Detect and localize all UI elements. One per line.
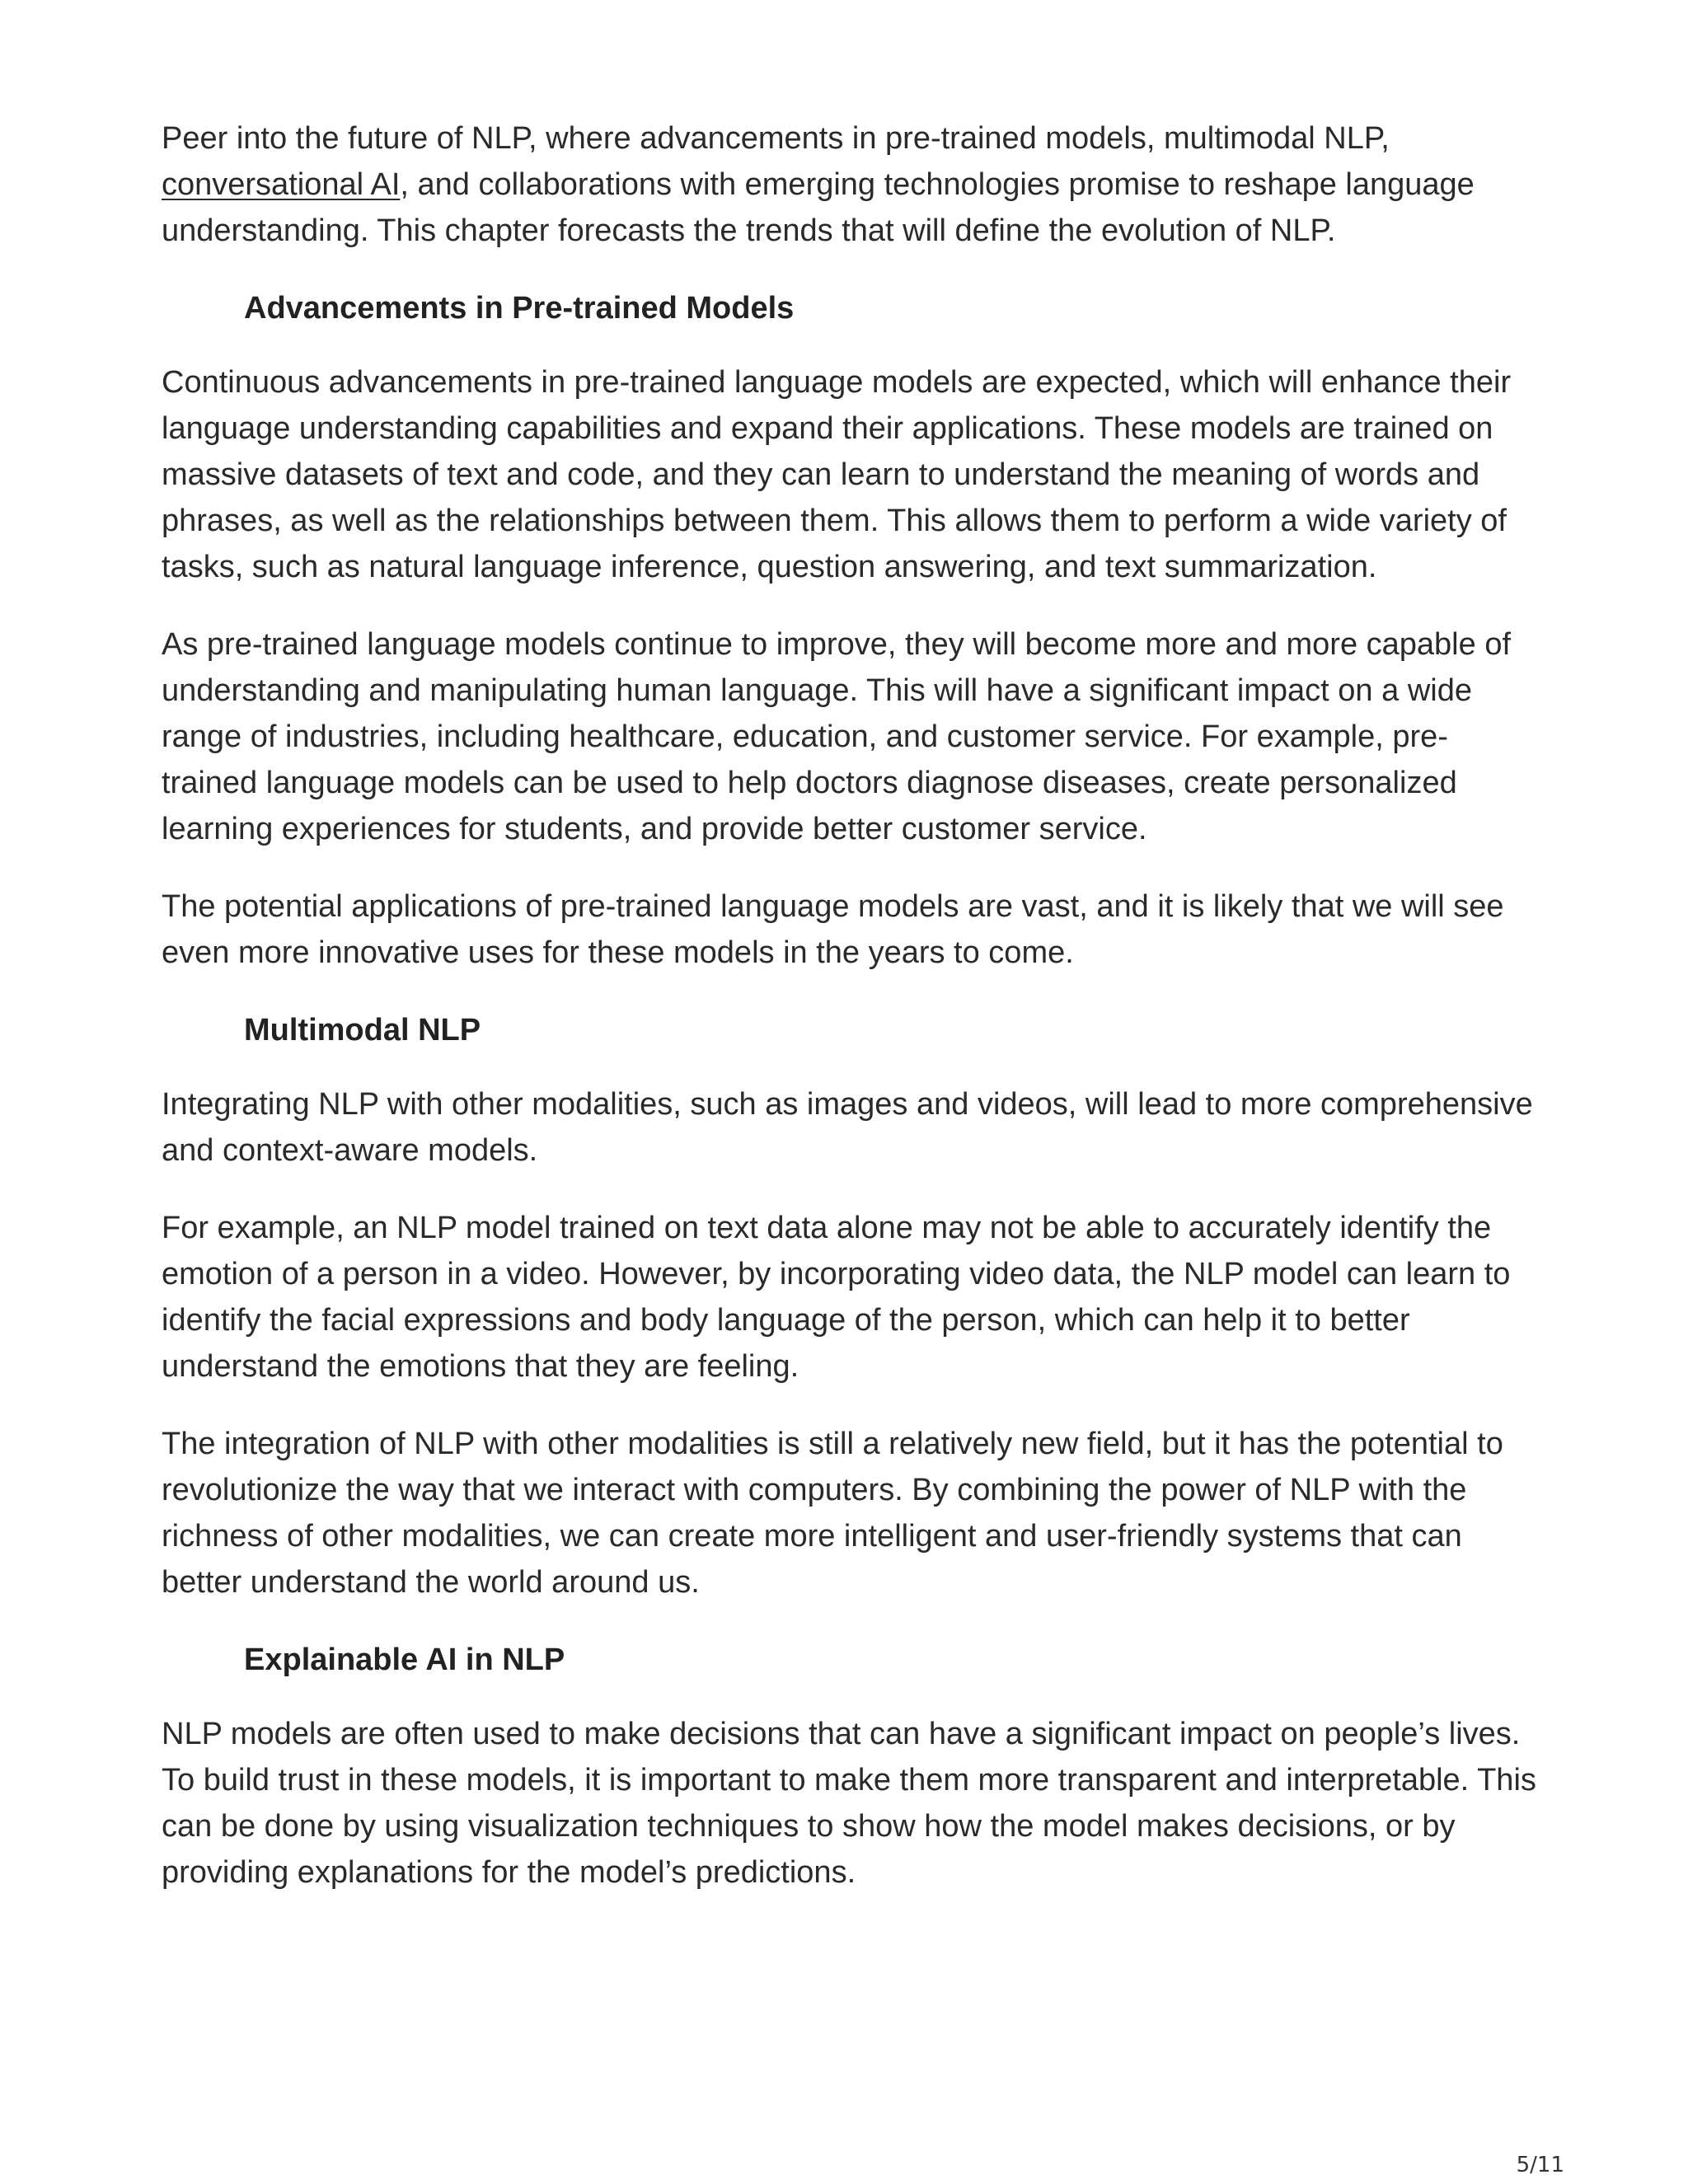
- section-heading-explainable-ai: Explainable AI in NLP: [244, 1643, 565, 1677]
- intro-text-before-link: Peer into the future of NLP, where advancements in pre-trained models, multimodal NLP,: [162, 121, 1390, 156]
- intro-paragraph: [162, 115, 1538, 254]
- document-content: [162, 115, 1538, 1927]
- section-heading-pretrained-models: Advancements in Pre-trained Models: [244, 291, 795, 326]
- explainable-paragraph-1: NLP models are often used to make decisions that can have a significant impact on people’s lives. To build trust in these models, it is important to make them more transparent and interpretable. This can be done by using visualization techniques to show how the model makes decisions, or by providing explanations for the model’s predictions.: [162, 1717, 1536, 1890]
- page-number: 5/11: [1516, 2153, 1564, 2177]
- pretrained-paragraph-1: Continuous advancements in pre-trained language models are expected, which will enhance their language understanding capabilities and expand their applications. These models are trained on massive datasets of text and code, and they can learn to understand the meaning of words and phrases, as well as the relationships between them. This allows them to perform a wide variety of tasks, such as natural language inference, question answering, and text summarization.: [162, 365, 1512, 584]
- multimodal-paragraph-1: Integrating NLP with other modalities, such as images and videos, will lead to more comprehensive and context-aware models.: [162, 1087, 1533, 1168]
- conversational-ai-link[interactable]: conversational AI: [162, 167, 401, 202]
- multimodal-paragraph-3: The integration of NLP with other modalities is still a relatively new field, but it has the potential to revolutionize the way that we interact with computers. By combining the power of NLP with the richness of other modalities, we can create more intelligent and user-friendly systems that can better understand the world around us.: [162, 1427, 1503, 1600]
- section-heading-multimodal-nlp: Multimodal NLP: [244, 1013, 481, 1047]
- multimodal-paragraph-2: For example, an NLP model trained on text data alone may not be able to accurately identify the emotion of a person in a video. However, by incorporating video data, the NLP model can learn to identify the facial expressions and body language of the person, which can help it to better understand the emotions that they are feeling.: [162, 1211, 1511, 1384]
- pretrained-paragraph-2: As pre-trained language models continue to improve, they will become more and more capable of understanding and manipulating human language. This will have a significant impact on a wide range of industries, including healthcare, education, and customer service. For example, pre-trained language models can be used to help doctors diagnose diseases, create personalized learning experiences for students, and provide better customer service.: [162, 627, 1512, 846]
- pretrained-paragraph-3: The potential applications of pre-trained language models are vast, and it is likely that we will see even more innovative uses for these models in the years to come.: [162, 889, 1504, 970]
- intro-text-after-link: , and collaborations with emerging technologies promise to reshape language understanding. This chapter forecasts the trends that will define the evolution of NLP.: [162, 167, 1475, 248]
